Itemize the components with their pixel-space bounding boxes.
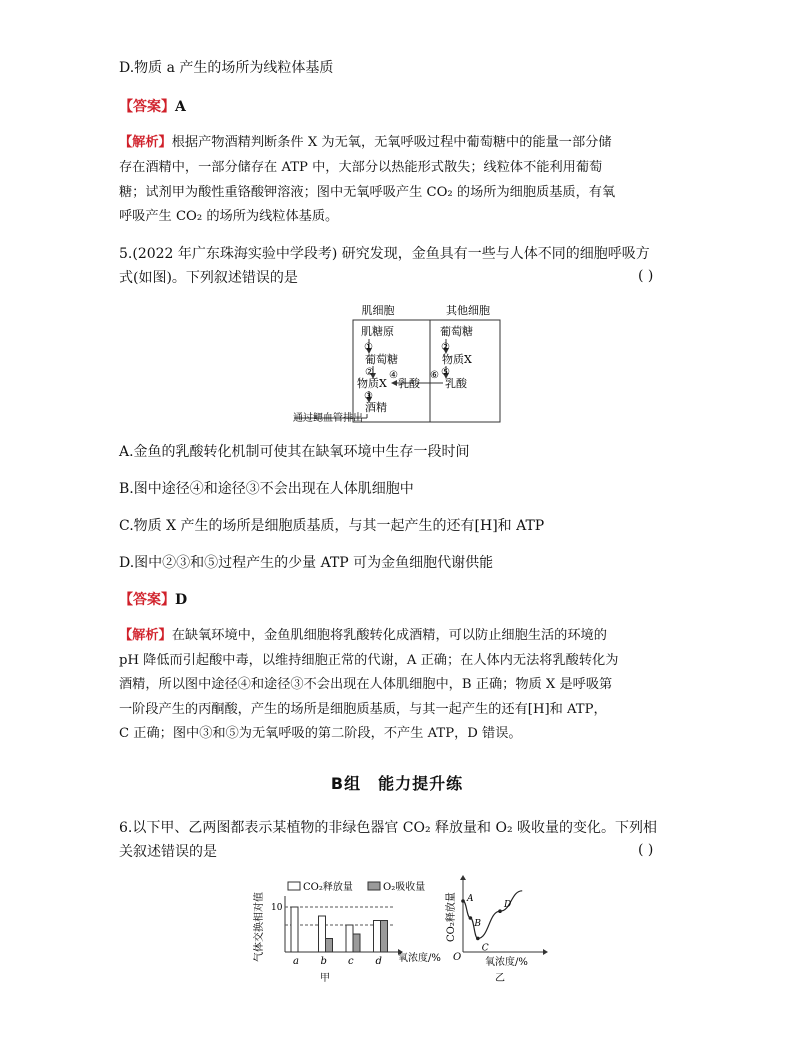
lactic-left-label: 乳酸 (398, 377, 420, 390)
q5-option-b: B.图中途径④和途径③不会出现在人体肌细胞中 (119, 481, 414, 497)
step-5: ⑤ (441, 367, 450, 378)
chart-yi-xlabel: 氧浓度/% (485, 957, 528, 968)
point-label: B (474, 919, 482, 929)
legend-label-o2: O₂吸收量 (383, 882, 426, 893)
q6-answer-paren: ( ) (638, 842, 654, 858)
bar-co2 (291, 907, 298, 952)
explain-tag: 【解析】 (119, 628, 172, 643)
excrete-label: 通过鳃血管排出 (293, 413, 363, 424)
chart-jia-xlabel: 氧浓度/% (398, 953, 441, 964)
q4-explain-line: 存在酒精中，一部分储存在 ATP 中，大部分以热能形式散失；线粒体不能利用葡萄 (119, 160, 603, 175)
q5-answer (119, 590, 187, 610)
step-2-right: ② (441, 342, 450, 353)
q5-explain-line: 酒精，所以图中途径④和途径③不会出现在人体肌细胞中，B 正确；物质 X 是呼吸第 (119, 677, 613, 692)
q4-explain-line: 糖；试剂甲为酸性重铬酸钾溶液；图中无氧呼吸产生 CO₂ 的场所为细胞质基质，有氧 (119, 185, 616, 200)
chart-yi-origin: O (453, 952, 462, 963)
step-4: ④ (389, 370, 398, 381)
chart-jia-ylabel: 气体交换相对值 (254, 892, 265, 962)
curve-point (461, 899, 465, 903)
step-3: ③ (364, 391, 373, 402)
answer-value: A (175, 99, 186, 115)
left-header: 肌细胞 (361, 304, 395, 317)
q4-option-d: D.物质 a 产生的场所为线粒体基质 (119, 60, 334, 76)
chart-yi-ylabel: CO₂释放量 (446, 892, 457, 942)
chart-yi-title: 乙 (495, 973, 505, 984)
q5-option-d: D.图中②③和⑤过程产生的少量 ATP 可为金鱼细胞代谢供能 (119, 555, 494, 571)
substance-x-left-label: 物质X (357, 377, 387, 390)
bar-o2 (353, 934, 360, 952)
q6-stem-line: 6.以下甲、乙两图都表示某植物的非绿色器官 CO₂ 释放量和 O₂ 吸收量的变化。下列相 (119, 820, 658, 836)
step-6: ⑥ (430, 370, 439, 381)
q5-explain-line: pH 降低而引起酸中毒，以维持细胞正常的代谢，A 正确；在人体内无法将乳酸转化为 (119, 653, 619, 668)
step-2: ② (365, 367, 374, 378)
bar-co2 (346, 925, 353, 952)
right-header: 其他细胞 (446, 304, 490, 317)
bar-co2 (319, 916, 326, 952)
q5-option-a: A.金鱼的乳酸转化机制可使其在缺氧环境中生存一段时间 (119, 444, 470, 460)
chart-yi (445, 870, 555, 985)
x-tick-label: b (320, 956, 327, 967)
bar-o2 (326, 939, 333, 953)
chart-jia-title: 甲 (320, 973, 330, 984)
q5-metabolism-diagram (285, 300, 515, 430)
step-1: ① (364, 342, 373, 353)
point-label: D (504, 900, 512, 911)
point-label: C (481, 943, 489, 954)
y-axis-arrow (460, 875, 466, 880)
curve-point (469, 916, 473, 920)
q5-stem-line: 式(如图)。下列叙述错误的是 (119, 270, 298, 286)
q5-explain-line: C 正确；图中③和⑤为无氧呼吸的第二阶段，不产生 ATP，D 错误。 (119, 726, 522, 741)
explain-text: 在缺氧环境中，金鱼肌细胞将乳酸转化成酒精，可以防止细胞生活的环境的 (171, 628, 607, 643)
alcohol-label: 酒精 (365, 401, 387, 414)
answer-tag: 【答案】 (119, 99, 175, 115)
q6-stem-line: 关叙述错误的是 (119, 844, 217, 860)
glucose-right-label: 葡萄糖 (440, 325, 473, 338)
q5-stem-line: 5.(2022 年广东珠海实验中学段考) 研究发现，金鱼具有一些与人体不同的细胞呼吸方 (119, 246, 650, 262)
x-tick-label: d (375, 956, 382, 967)
q5-answer-paren: ( ) (638, 268, 654, 284)
legend-swatch-o2 (368, 882, 380, 890)
bar-co2 (374, 921, 381, 953)
explain-tag: 【解析】 (119, 135, 172, 150)
legend-swatch-co2 (288, 882, 300, 890)
answer-tag: 【答案】 (119, 592, 175, 608)
x-tick-label: c (348, 956, 354, 967)
x-axis-arrow (543, 949, 548, 955)
q4-explain-line: 呼吸产生 CO₂ 的场所为线粒体基质。 (119, 209, 339, 224)
q4-answer (119, 97, 186, 117)
q5-option-c: C.物质 X 产生的场所是细胞质基质，与其一起产生的还有[H]和 ATP (119, 518, 545, 534)
glycogen-label: 肌糖原 (361, 325, 394, 338)
point-label: A (467, 894, 474, 904)
legend-label-co2: CO₂释放量 (303, 882, 353, 893)
y-tick-label: 10 (271, 903, 283, 913)
lactic-right-label: 乳酸 (445, 377, 467, 390)
explain-text: 根据产物酒精判断条件 X 为无氧，无氧呼吸过程中葡萄糖中的能量一部分储 (171, 135, 612, 150)
substance-x-right-label: 物质X (442, 353, 472, 366)
q4-explain-line (119, 133, 612, 153)
bar-o2 (381, 921, 388, 953)
q5-explain-line (119, 626, 607, 646)
x-tick-label: a (293, 956, 299, 967)
curve-point (476, 937, 480, 941)
chart-jia (250, 870, 445, 985)
answer-value: D (175, 592, 188, 608)
glucose-left-label: 葡萄糖 (365, 353, 398, 366)
chart-jia-legend (288, 880, 425, 893)
curve-point (498, 909, 502, 913)
section-heading: B组 能力提升练 (330, 774, 464, 793)
q5-explain-line: 一阶段产生的丙酮酸，产生的场所是细胞质基质，与其一起产生的还有[H]和 ATP， (119, 702, 607, 717)
